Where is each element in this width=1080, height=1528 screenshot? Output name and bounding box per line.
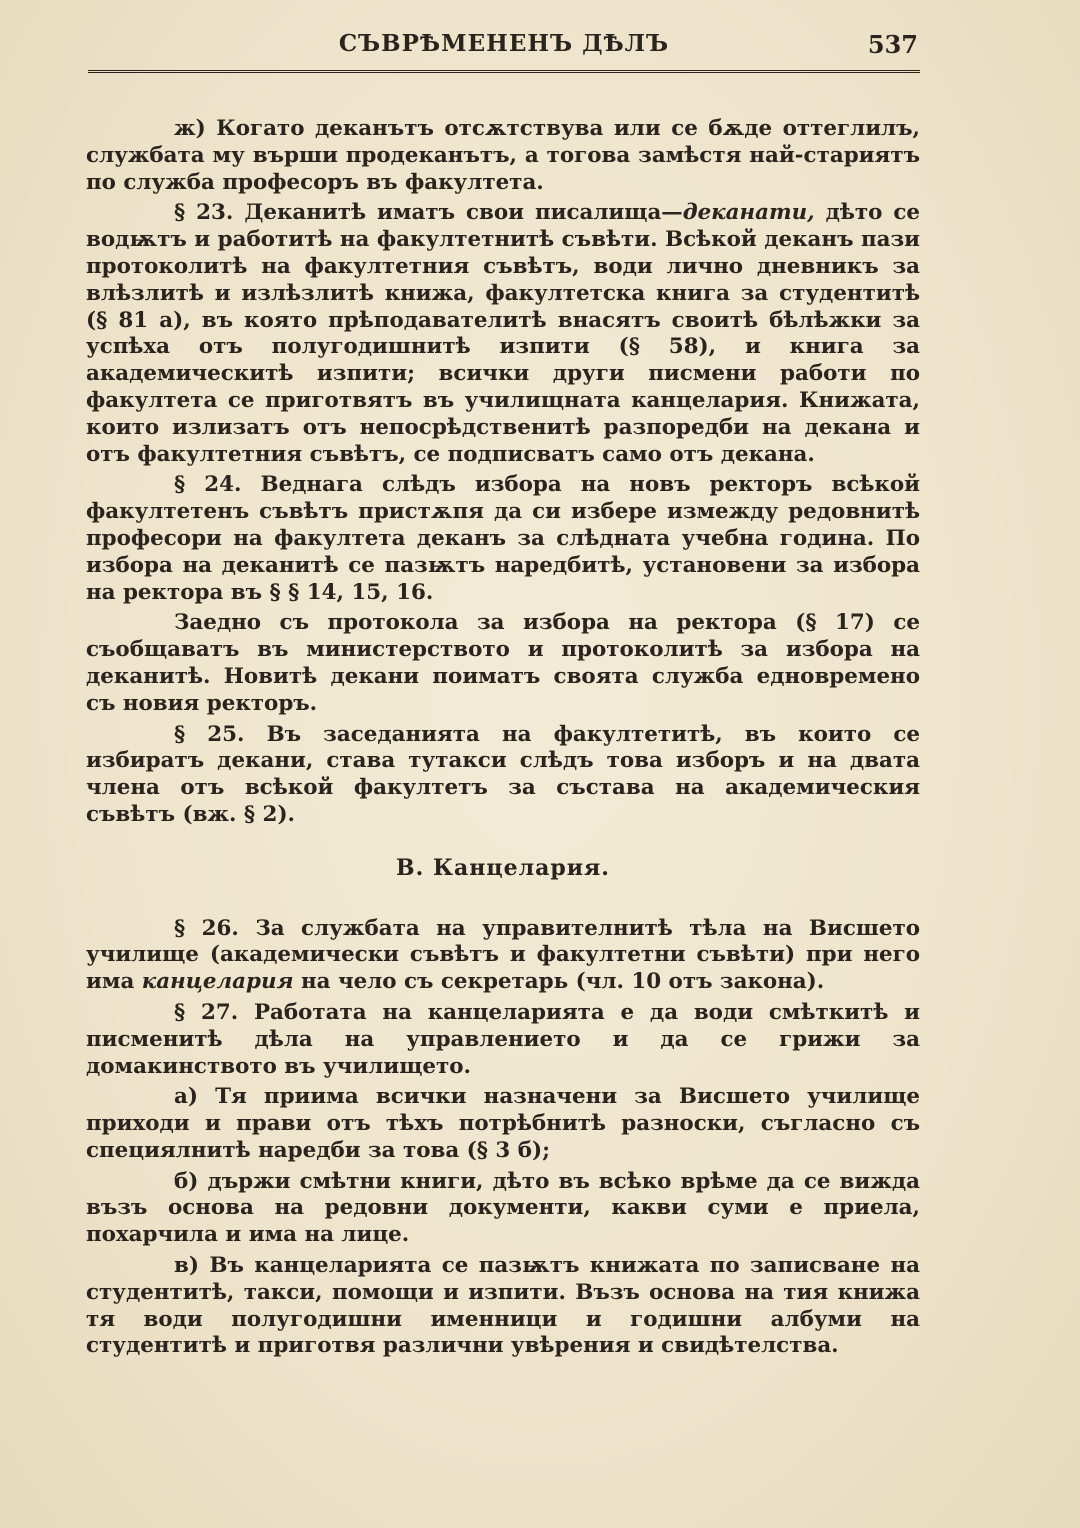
header-rule — [88, 70, 920, 76]
paragraph-25: § 25. Въ заседанията на факултетитѣ, въ които се избиратъ декани, става тутакси слѣдъ това изборъ и на двата члена отъ всѣкой факултетъ за състава на академическия съвѣтъ (вж. § 2). — [86, 721, 920, 827]
paragraph-27b: б) държи смѣтни книги, дѣто въ всѣко врѣме да се вижда възъ основа на редовни документи, какви суми е приела, похарчила и има на лице. — [86, 1168, 920, 1248]
paragraph-23-rest: дѣто се водѭтъ и работитѣ на факултетнитѣ съвѣти. Всѣкой деканъ пази протоколитѣ на факултетния съвѣтъ, води лично дневникъ за влѣзлитѣ и излѣзлитѣ книжа, факултетска книга за студентитѣ (§ 81 а), въ която прѣподавателитѣ внасятъ своитѣ бѣлѣжки за успѣха отъ полугодишнитѣ изпити (§ 58), и книга за академическитѣ изпити; всички други писмени работи по факултета се приготвятъ въ училищната канцелария. Книжата, които излизатъ отъ непосрѣдственитѣ разпоредби на декана и отъ факултетния съвѣтъ, се подписватъ само отъ декана. — [86, 200, 920, 467]
paragraph-24b: Заедно съ протокола за избора на ректора (§ 17) се съобщаватъ въ министерството и протоколитѣ за избора на деканитѣ. Новитѣ декани поиматъ своята служба едновремено съ новия ректоръ. — [86, 610, 920, 716]
page-header — [88, 30, 920, 66]
paragraph-26-start: § 26. За службата на управителнитѣ тѣла на Висшето училище (академически съвѣтъ и факултетни съвѣти) при него има — [86, 915, 920, 995]
paragraph-23-start: § 23. Деканитѣ иматъ свои писалища— — [174, 200, 683, 226]
paragraph-26 — [86, 916, 920, 996]
paragraph-26-rest: на чело съ секретарь (чл. 10 отъ закона). — [293, 969, 825, 995]
body-text — [86, 116, 920, 1364]
running-head: СЪВРѢМЕНЕНЪ ДѢЛЪ — [338, 30, 670, 57]
paragraph-27v: в) Въ канцеларията се пазѭтъ книжата по записване на студентитѣ, такси, помощи и изпити. Възъ основа на тия книжа тя води полугодишни именници и годишни албуми на студентитѣ и приготвя различни увѣрения и свидѣтелства. — [86, 1253, 920, 1359]
paragraph-27: § 27. Работата на канцеларията е да води смѣткитѣ и писменитѣ дѣла на управлението и да се грижи за домакинството въ училището. — [86, 999, 920, 1079]
paragraph-24: § 24. Веднага слѣдъ избора на новъ ректоръ всѣкой факултетенъ съвѣтъ пристѫпя да си избере измежду редовнитѣ професори на факултета деканъ за слѣдната учебна година. По избора на деканитѣ се пазѭтъ наредбитѣ, установени за избора на ректора въ § § 14, 15, 16. — [86, 472, 920, 605]
page-number: 537 — [867, 30, 918, 59]
paragraph-27a: а) Тя приима всички назначени за Висшето училище приходи и прави отъ тѣхъ потрѣбнитѣ разноски, съгласно съ специялнитѣ наредби за това (§ 3 б); — [86, 1084, 920, 1163]
paragraph-23 — [86, 200, 920, 468]
paragraph-26-emphasis: канцелария — [141, 969, 294, 995]
paragraph-zh: ж) Когато деканътъ отсѫтствува или се бѫде оттеглилъ, службата му върши продеканътъ, а тогова замѣстя най-стариятъ по служба професоръ въ факултета. — [86, 116, 920, 195]
paragraph-23-emphasis: деканати, — [682, 200, 815, 226]
section-heading: В. Канцелария. — [396, 854, 610, 881]
